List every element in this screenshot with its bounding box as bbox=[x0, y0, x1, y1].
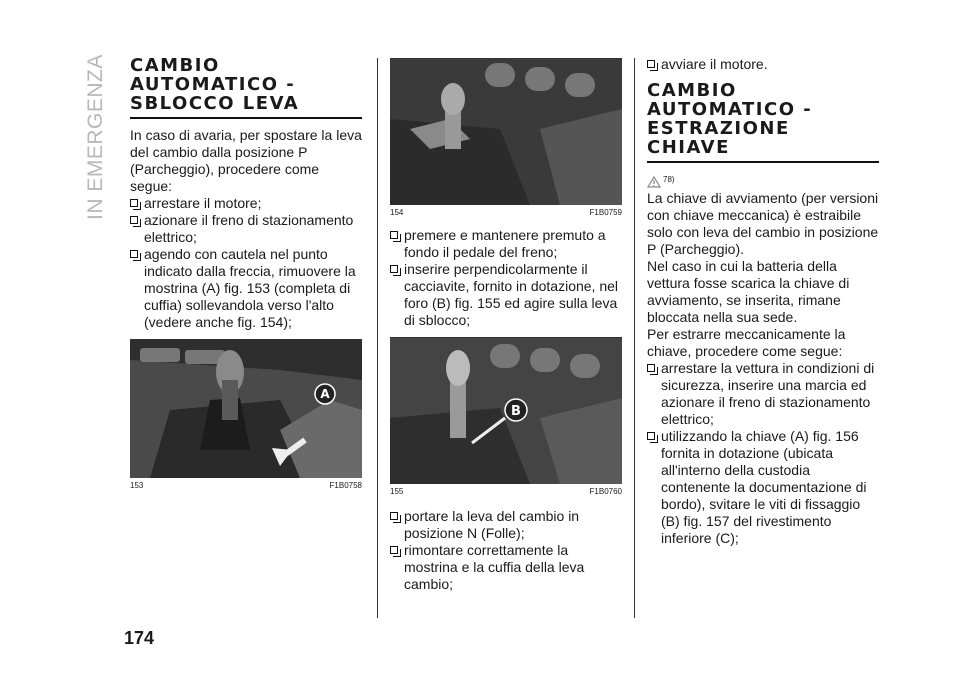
column-1 bbox=[130, 56, 362, 492]
list-item: premere e mantenere premuto a fondo il pedale del freno; bbox=[390, 227, 622, 261]
figure-number: 154 bbox=[390, 208, 404, 217]
checkbox-bullet-icon bbox=[647, 60, 655, 68]
list-item: inserire perpendicolarmente il cacciavite, fornito in dotazione, nel foro (B) fig. 155 ed agire sulla leva di sblocco; bbox=[390, 261, 622, 329]
page-number: 174 bbox=[124, 628, 155, 648]
checkbox-bullet-icon bbox=[390, 265, 398, 273]
checkbox-bullet-icon bbox=[130, 216, 138, 224]
warning-triangle-icon bbox=[647, 176, 661, 188]
list-item: arrestare la vettura in condizioni di sicurezza, inserire una marcia ed azionare il freno di stazionamento elettrico; bbox=[647, 360, 879, 428]
section-tab: IN EMERGENZA bbox=[84, 54, 107, 220]
intro-paragraph: In caso di avaria, per spostare la leva del cambio dalla posizione P (Parcheggio), procedere come segue: bbox=[130, 127, 362, 194]
list-item: arrestare il motore; bbox=[130, 195, 362, 212]
gear-lever-console-image bbox=[130, 340, 362, 478]
figure-number: 155 bbox=[390, 487, 404, 496]
column-2 bbox=[390, 56, 622, 593]
figure-code: F1B0759 bbox=[589, 208, 622, 217]
figure-callout: B bbox=[511, 404, 521, 419]
list-item: agendo con cautela nel punto indicato dalla freccia, rimuovere la mostrina (A) fig. 153 (completa di cuffia) sollevandola verso l'alto (vedere anche fig. 154); bbox=[130, 246, 362, 331]
list-item: avviare il motore. bbox=[647, 56, 879, 73]
paragraph: Per estrarre meccanicamente la chiave, procedere come segue: bbox=[647, 326, 846, 359]
column-divider bbox=[634, 58, 635, 618]
checkbox-bullet-icon bbox=[390, 231, 398, 239]
figure-153 bbox=[130, 339, 362, 492]
column-divider bbox=[377, 58, 378, 618]
checkbox-bullet-icon bbox=[647, 432, 655, 440]
figure-caption bbox=[130, 480, 362, 492]
figure-number: 153 bbox=[130, 481, 144, 490]
paragraph: Nel caso in cui la batteria della vettura fosse scarica la chiave di avviamento, se inserita, rimane bloccata nella sua sede. bbox=[647, 258, 850, 325]
figure-code: F1B0758 bbox=[329, 481, 362, 490]
list-item: utilizzando la chiave (A) fig. 156 fornita in dotazione (ubicata all'interno della custodia contenente la documentazione di bordo), svitare le viti di fissaggio (B) fig. 157 del rivestimento inferiore (C); bbox=[647, 428, 879, 547]
paragraph: La chiave di avviamento (per versioni con chiave meccanica) è estraibile solo con leva del cambio in posizione P (Parcheggio). bbox=[647, 190, 879, 257]
warning-reference: 78) bbox=[647, 171, 879, 188]
figure-154 bbox=[390, 58, 622, 219]
figure-155 bbox=[390, 337, 622, 498]
section-heading-sblocco-leva: CAMBIO AUTOMATICO - SBLOCCO LEVA bbox=[130, 56, 362, 119]
list-item: azionare il freno di stazionamento elettrico; bbox=[130, 212, 362, 246]
release-lever-access-image bbox=[390, 338, 622, 484]
gear-console-removed-image bbox=[390, 59, 622, 205]
checkbox-bullet-icon bbox=[647, 364, 655, 372]
list-item: portare la leva del cambio in posizione N (Folle); bbox=[390, 508, 622, 542]
checkbox-bullet-icon bbox=[130, 250, 138, 258]
figure-caption bbox=[390, 486, 622, 498]
figure-callout: A bbox=[320, 387, 330, 401]
column-3 bbox=[647, 56, 879, 547]
checkbox-bullet-icon bbox=[390, 512, 398, 520]
figure-caption bbox=[390, 207, 622, 219]
checkbox-bullet-icon bbox=[390, 546, 398, 554]
section-heading-estrazione-chiave: CAMBIO AUTOMATICO - ESTRAZIONE CHIAVE bbox=[647, 81, 879, 163]
checkbox-bullet-icon bbox=[130, 199, 138, 207]
figure-code: F1B0760 bbox=[589, 487, 622, 496]
list-item: rimontare correttamente la mostrina e la cuffia della leva cambio; bbox=[390, 542, 622, 593]
